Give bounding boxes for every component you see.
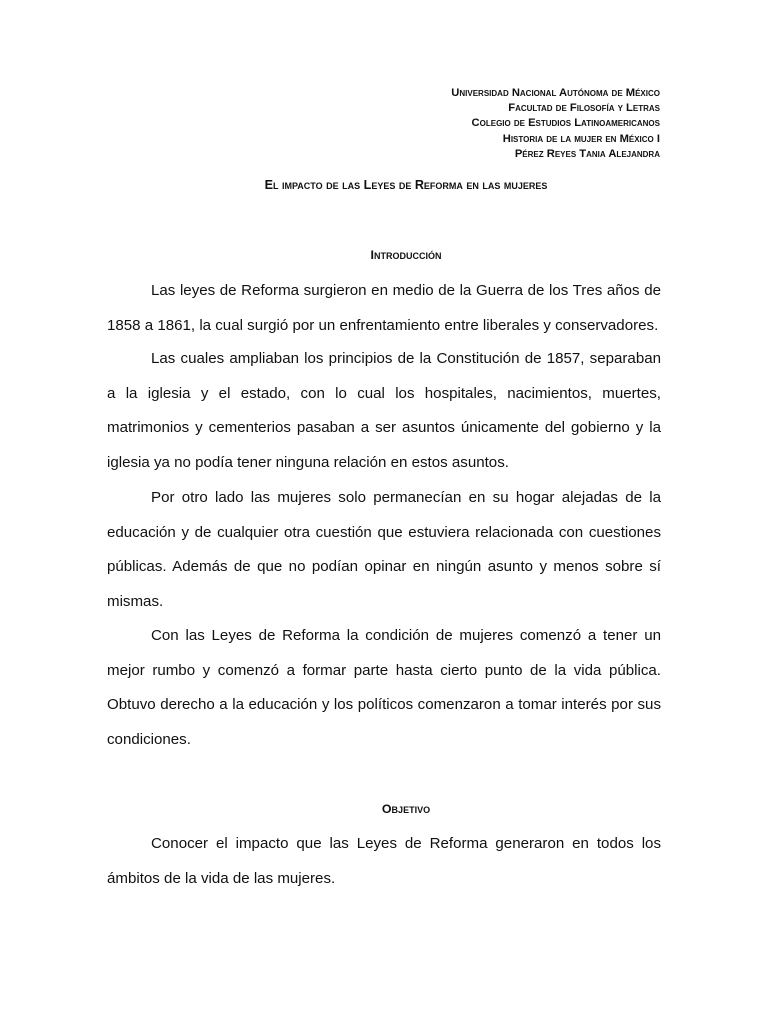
paragraph-intro-3: Por otro lado las mujeres solo permanecían en su hogar alejadas de la educación y de cualquier otra cuestión que estuviera relacionada con cuestiones públicas. Además de que no podían opinar en ningún asunto y menos sobre sí mismas.: [107, 489, 661, 610]
paragraph-intro-2: Las cuales ampliaban los principios de la Constitución de 1857, separaban a la iglesia y el estado, con lo cual los hospitales, nacimientos, muertes, matrimonios y cementerios pasaban a ser asuntos únicamente del gobierno y la iglesia ya no podía tener ninguna relación en estos asuntos.: [107, 350, 661, 471]
section-heading-introduccion: Introducción: [370, 248, 442, 262]
university-name: Universidad Nacional Autónoma de México: [451, 87, 660, 99]
course-name: Historia de la mujer en México I: [502, 132, 660, 145]
author-name: Pérez Reyes Tania Alejandra: [514, 147, 660, 160]
document-title: El impacto de las Leyes de Reforma en las mujeres: [264, 178, 548, 192]
paragraph-objetivo-1: Conocer el impacto que las Leyes de Reforma generaron en todos los ámbitos de la vida de las mujeres.: [107, 835, 661, 887]
faculty-name: Facultad de Filosofía y Letras: [508, 102, 660, 115]
paragraph-intro-4: Con las Leyes de Reforma la condición de mujeres comenzó a tener un mejor rumbo y comenzó a formar parte hasta cierto punto de la vida pública. Obtuvo derecho a la educación y los políticos comenzaron a tomar interés por sus condiciones.: [107, 627, 661, 748]
college-name: Colegio de Estudios Latinoamericanos: [471, 117, 660, 130]
document-header: [451, 86, 660, 162]
section-heading-objetivo: Objetivo: [381, 802, 431, 816]
paragraph-intro-1: Las leyes de Reforma surgieron en medio de la Guerra de los Tres años de 1858 a 1861, la cual surgió por un enfrentamiento entre liberales y conservadores.: [107, 282, 661, 334]
